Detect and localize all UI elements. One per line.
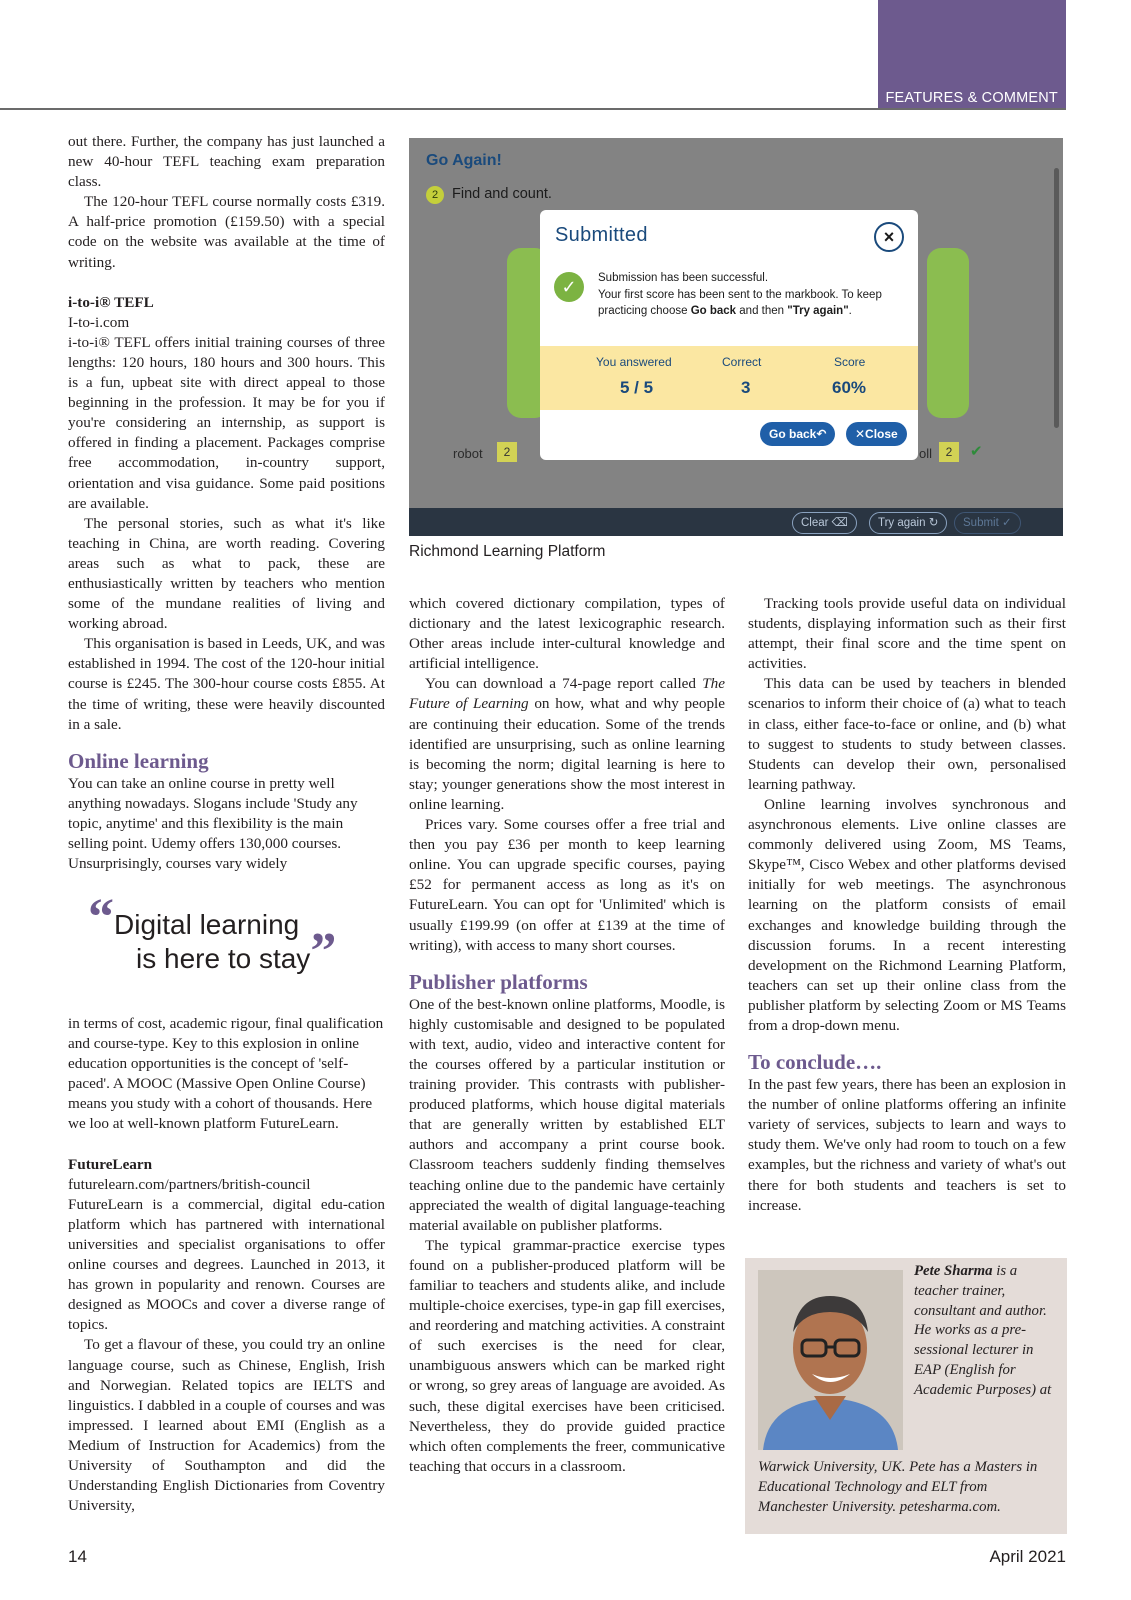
report-title: The Future of Learning [409,675,725,713]
page-number: 14 [68,1547,87,1566]
platform-screenshot [409,138,1063,536]
pull-quote [88,889,378,980]
author-bio-side [914,1262,1054,1401]
message-line-2: Your first score has been sent to the markbook. To keep practicing choose [598,288,882,317]
report-intro: You can download a 74-page report called [425,675,703,693]
score-band [540,346,918,410]
go-again-title: Go Again! [426,152,502,169]
step-number-badge: 2 [426,186,444,204]
submitted-dialog [540,210,918,460]
close-button[interactable]: ✕Close [846,422,907,446]
scrollbar[interactable] [1054,168,1059,428]
futurelearn-heading: FutureLearn [68,1155,153,1173]
submit-button[interactable]: Submit ✓ [954,512,1021,534]
online-learning-heading: Online learning [68,748,209,773]
section-label: FEATURES & COMMENT [885,90,1058,106]
publisher-paragraph: One of the best-known online platforms, Moodle, is highly customisable and designed to be populated with text, audio, video and interactive content for the courses offered by a particular institution or training provider. This contrasts with publisher-produced platforms, which house digital materials that are generally written by established ELT authors and accompany a print course book. Classroom teachers suddenly finding themselves teaching online due to the pandemic have certainly appreciated the wealth of digital language-teaching material available on publisher platforms. [409,995,725,1234]
pull-quote-line-2: is here to stay [136,943,311,974]
figure-caption: Richmond Learning Platform [409,543,606,560]
conclusion-heading: To conclude…. [748,1050,882,1075]
col2-paragraph: which covered dictionary compilation, types of dictionary and the latest lexicographic research. Other areas include inter-cultural knowledge and artificial intelligence. [409,595,725,673]
score-label: Score [834,355,866,369]
column-2 [409,594,725,1477]
message-end: . [848,305,852,317]
try-again-button[interactable]: Try again ↻ [869,512,947,534]
author-bio-box [745,1258,1067,1534]
message-and-then: and then [736,305,788,317]
dialog-title: Submitted [555,224,648,246]
open-quote-mark: “ [88,889,114,946]
report-description: on how, what and why people are continuing their education. Some of the trends identified are unsurprising, such as online learning is becoming the norm; digital learning is here to stay; younger generations show the most interest in online learning. [409,695,725,813]
itoi-heading: i-to-i® TEFL [68,293,154,311]
close-quote-mark: ” [310,923,337,980]
close-icon[interactable]: × [874,222,904,252]
column-3 [748,594,1066,1216]
correct-value: 3 [741,378,751,397]
col2-paragraph: Prices vary. Some courses offer a free trial and then you pay £36 per month to keep learning online. You can upgrade specific courses, paying £52 for permanent access as long as it's on FutureLearn. You can opt for 'Unlimited' which is usually £199.99 (on offer at £139 at the time of writing), with access to many short courses. [409,816,725,954]
score-value: 60% [832,378,867,397]
author-name: Pete Sharma [914,1263,993,1279]
message-try-again: "Try again" [787,305,849,317]
itoi-url: I-to-i.com [68,313,130,331]
message-go-back: Go back [690,305,737,317]
itoi-paragraph: i-to-i® TEFL offers initial training courses of three lengths: 120 hours, 180 hours and 300 hours. This is a fun, upbeat site with direct appeal to those beginning in the profession. It may be for you if you're considering an internship, as support is offered in finding a placement. Packages comprise free accommodation, in-country support, orientation and visa guidance. Some paid positions are available. [68,333,385,512]
success-check-icon: ✓ [554,272,584,302]
section-tab [878,0,1066,108]
col3-paragraph: This data can be used by teachers in blended scenarios to inform their choice of (a) what to teach in class, either face-to-face or online, and (b) what to suggest to students to study between classes. Students can develop their own, personalised learning pathway. [748,675,1066,793]
publisher-platforms-heading: Publisher platforms [409,969,588,994]
conclusion-paragraph: In the past few years, there has been an explosion in the number of online platforms offering an infinite variety of services, subjects to learn and ways to study them. We've only had room to touch on a few examples, but the richness and variety of what's out there for both students and teachers is set to increase. [748,1076,1066,1214]
message-line-1: Submission has been successful. [598,272,769,284]
robot-label: robot [453,446,483,461]
author-bio-bottom: Warwick University, UK. Pete has a Masters in Educational Technology and ELT from Manchester University. petesharma.com. [758,1459,1038,1515]
author-photo [758,1270,903,1450]
step-instruction: Find and count. [452,186,552,202]
col1-paragraph: The 120-hour TEFL course normally costs £319. A half-price promotion (£159.50) with a special code on the website was available at the time of writing. [68,193,385,271]
author-bio-text: is a teacher trainer, consultant and author. He works as a pre-sessional lecturer in EAP (English for Academic Purposes) at [914,1263,1052,1398]
col3-paragraph: Online learning involves synchronous and asynchronous elements. Live online classes are commonly delivered using Zoom, MS Teams, Skype™, Cisco Webex and other platforms devised initially for web meetings. The asynchronous learning on the platform consists of email exchanges and knowledge building through the discussion forums. In a recent interesting development on the Richmond Learning Platform, teachers can set up their online class from the publisher platform by selecting Zoom or MS Teams from a drop-down menu. [748,795,1066,1034]
author-portrait [758,1270,903,1450]
correct-label: Correct [722,355,762,369]
item-label-right: oll [919,446,933,461]
publisher-paragraph: The typical grammar-practice exercise types found on a publisher-produced platform will be familiar to teachers and students alike, and include multiple-choice exercises, type-in gap fill exercises, and reordering and matching activities. A constraint of such exercises is the need for clear, unambiguous answers which can be marked right or wrong, so grey areas of language are avoided. As such, these digital exercises have been criticised. Nevertheless, they do provide guided practice which often complements the freer, communicative teaching that occurs in a classroom. [409,1236,725,1475]
illustration-right [927,248,969,418]
count-box-right[interactable]: 2 [939,442,959,462]
futurelearn-url: futurelearn.com/partners/british-council [68,1175,311,1193]
answered-value: 5 / 5 [620,378,654,397]
itoi-paragraph: The personal stories, such as what it's like teaching in China, are worth reading. Covering areas such as what to pack, these are enthusiastically written by teachers who mention some of the mundane realities of living and working abroad. [68,514,385,633]
column-1 [68,132,385,874]
col2-paragraph [409,674,725,815]
online-paragraph: in terms of cost, academic rigour, final qualification and course-type. Key to this explosion in online education opportunities is the concept of 'self-paced'. A MOOC (Massive Open Online Course) means you study with a cohort of thousands. Here we loo at well-known platform FutureLearn. [68,1015,384,1133]
clear-button[interactable]: Clear ⌫ [792,512,857,534]
futurelearn-paragraph: FutureLearn is a commercial, digital edu-cation platform which has partnered with international universities and specialist organisations to offer online courses and degrees. Launched in 2013, it has grown in popularity and renown. Courses are designed as MOOCs and cover a diverse range of topics. [68,1195,385,1334]
count-box-left[interactable]: 2 [497,442,517,462]
issue-date: April 2021 [989,1547,1066,1566]
submission-message [598,270,903,320]
column-1-lower [68,1014,385,1516]
col1-paragraph: out there. Further, the company has just launched a new 40-hour TEFL teaching exam preparation class. [68,133,385,191]
correct-check-icon: ✔ [970,443,983,460]
header-rule [0,108,1066,110]
itoi-paragraph: This organisation is based in Leeds, UK, and was established in 1994. The cost of the 120-hour initial course is £245. The 300-hour course costs £855. At the time of writing, these were heavily discounted in a sale. [68,635,385,733]
go-back-button[interactable]: Go back↶ [760,422,835,446]
col3-paragraph: Tracking tools provide useful data on individual students, displaying information such as their first attempt, their final score and the time spent on activities. [748,595,1066,673]
futurelearn-paragraph: To get a flavour of these, you could try an online language course, such as Chinese, English, Irish and Norwegian. Related topics are IELTS and linguistics. I dabbled in a couple of courses and was impressed. I learned about EMI (English as a Medium of Instruction for Academics) from the University of Southampton and did the Understanding English Dictionaries from Coventry University, [68,1336,385,1515]
online-paragraph: You can take an online course in pretty well anything nowadays. Slogans include 'Study any topic, anytime' and this flexibility is the main selling point. Udemy offers 130,000 courses. Unsurprisingly, courses vary widely [68,774,358,873]
answered-label: You answered [596,355,672,369]
pull-quote-line-1: Digital learning [114,909,300,940]
